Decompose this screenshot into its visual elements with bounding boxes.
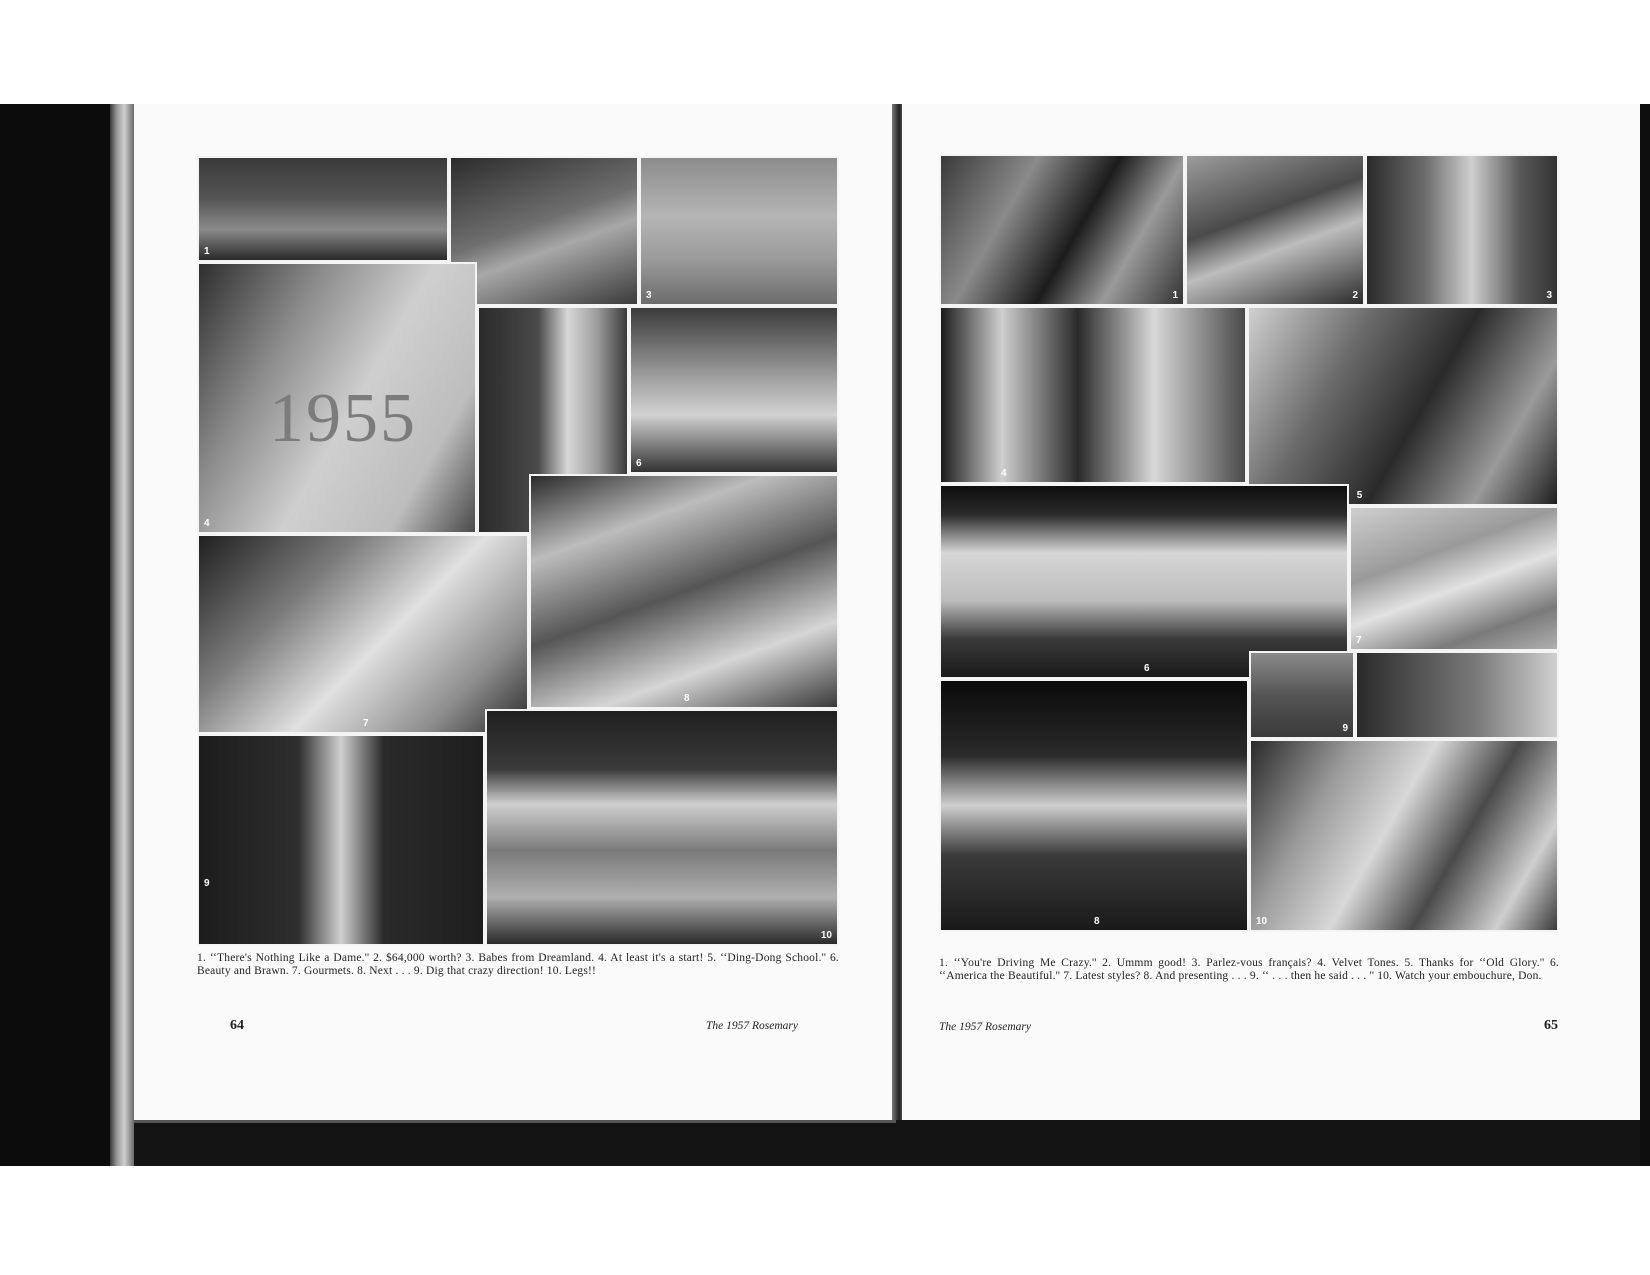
photo-10-bottom bbox=[1249, 739, 1559, 932]
photo-9 bbox=[197, 734, 485, 946]
right-caption: 1. ‘‘You're Driving Me Crazy.'' 2. Ummm good! 3. Parlez-vous français? 4. Velvet Tones. 5. Thanks for ‘‘Old Glory.'' 6. ‘‘America the Beautiful.'' 7. Latest styles? 8. And presenting . . . 9. ‘‘ . . . then he said . . . '' 10. Watch your embouchure, Don. bbox=[939, 957, 1559, 982]
right-folio: 65 bbox=[1544, 1018, 1558, 1033]
photo-7 bbox=[1349, 506, 1559, 651]
photo-number: 7 bbox=[1356, 635, 1362, 646]
photo-8 bbox=[529, 474, 839, 709]
photo-10-top bbox=[1355, 651, 1559, 739]
photo-2 bbox=[449, 156, 639, 306]
photo-number: 3 bbox=[646, 290, 652, 301]
photo-number: 8 bbox=[684, 693, 690, 704]
photo-number: 8 bbox=[1094, 916, 1100, 927]
photo-6 bbox=[939, 484, 1349, 679]
right-page bbox=[902, 104, 1640, 1120]
photo-3 bbox=[1365, 154, 1559, 306]
photo-1 bbox=[939, 154, 1185, 306]
photo-number: 2 bbox=[1352, 290, 1358, 301]
photo-number: 10 bbox=[820, 930, 832, 941]
left-folio: 64 bbox=[230, 1018, 244, 1033]
photo-number: 5 bbox=[1356, 490, 1363, 501]
photo-5 bbox=[1247, 306, 1559, 506]
photo-number: 4 bbox=[204, 518, 210, 529]
photo-number: 9 bbox=[1342, 723, 1348, 734]
photo-number: 1 bbox=[204, 246, 210, 257]
photo-number: 7 bbox=[363, 718, 369, 729]
photo-number: 9 bbox=[204, 878, 210, 889]
photo-2 bbox=[1185, 154, 1365, 306]
left-page bbox=[134, 104, 896, 1123]
photo-8 bbox=[939, 679, 1249, 932]
photo-3 bbox=[639, 156, 839, 306]
photo-10 bbox=[1249, 651, 1559, 932]
book-spine bbox=[0, 104, 110, 1166]
left-caption: 1. ‘‘There's Nothing Like a Dame.'' 2. $64,000 worth? 3. Babes from Dreamland. 4. At least it's a start! 5. ‘‘Ding-Dong School.'' 6. Beauty and Brawn. 7. Gourmets. 8. Next . . . 9. Dig that crazy direction! 10. Legs!! bbox=[197, 952, 839, 977]
right-book-edge bbox=[1640, 104, 1650, 1166]
page-edge-strip bbox=[110, 104, 134, 1166]
sign-1955: 1955 bbox=[269, 380, 417, 457]
right-running-head: The 1957 Rosemary bbox=[939, 1021, 1031, 1033]
photo-number: 1 bbox=[1172, 290, 1178, 301]
photo-number: 3 bbox=[1546, 290, 1552, 301]
photo-number: 10 bbox=[1256, 916, 1268, 927]
photo-4 bbox=[197, 262, 477, 534]
photo-4 bbox=[939, 306, 1247, 484]
photo-number: 6 bbox=[636, 458, 642, 469]
photo-number: 4 bbox=[1001, 468, 1007, 479]
photo-number: 6 bbox=[1144, 663, 1150, 674]
photo-7 bbox=[197, 534, 529, 734]
photo-6 bbox=[629, 306, 839, 474]
photo-1 bbox=[197, 156, 449, 262]
photo-10 bbox=[485, 709, 839, 946]
left-running-head: The 1957 Rosemary bbox=[706, 1020, 798, 1032]
